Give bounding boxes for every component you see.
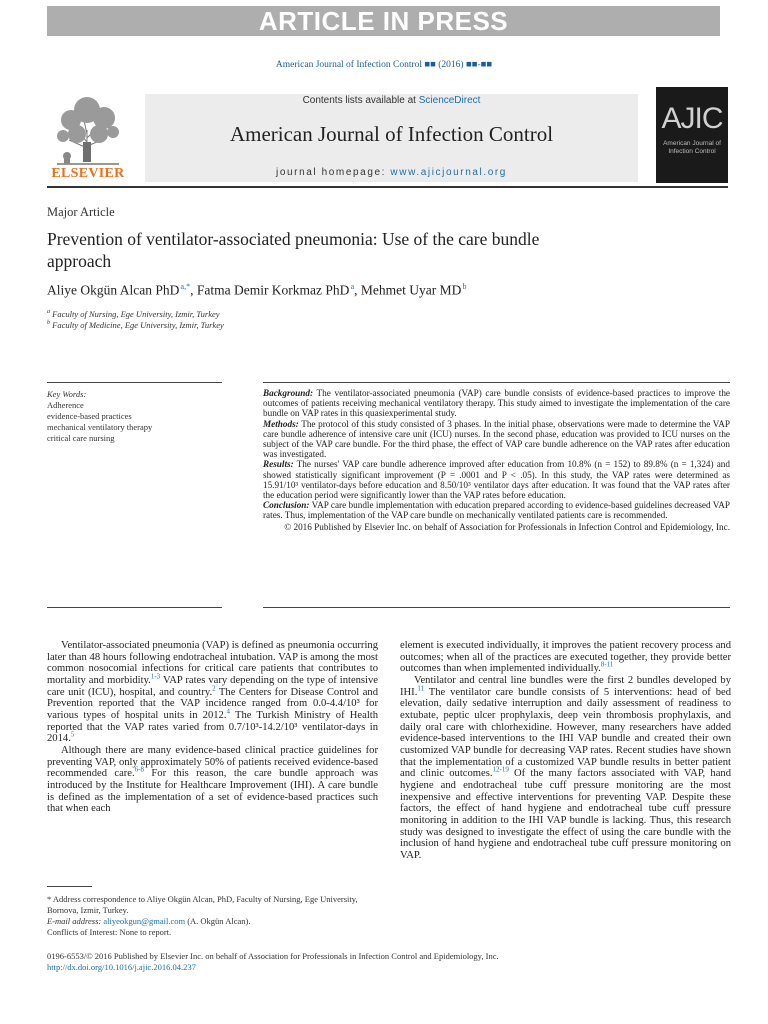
body-text: The ventilator care bundle consists of 5 interventions: head of bed elevation, daily sedative interruption and daily assessment of readiness to extubate, peptic ulcer prophylaxis, deep vein thrombosis prophylaxis, and daily oral care with chlorhexidine. However, many researchers have added evidence-based interventions to the IHI VAP bundle and created their own customized VAP bundle for decreasing VAP rates. Recent studies have shown that the implementation of a customized VAP bundle results in better patient and clinic outcomes. (400, 686, 731, 780)
abstract-text: The ventilator-associated pneumonia (VAP) care bundle consists of evidence-based practices to improve the outcomes of patients receiving mechanical ventilatory therapy. This study aimed to investigate the implementation of the care bundle on VAP rates in this quasiexperimental study. (263, 388, 730, 419)
issn-line: 0196-6553/© 2016 Published by Elsevier Inc. on behalf of Association for Professionals in Infection Control and Epidemiology, Inc. (47, 951, 499, 961)
abstract-text: VAP care bundle implementation with education prepared according to evidence-based guidelines decreased VAP rates. Thus, implementation of the VAP care bundle on mechanically ventilated patients care is recommended. (263, 500, 730, 521)
affiliation (47, 320, 224, 330)
contents-prefix: Contents lists available at (302, 95, 419, 106)
abstract (263, 388, 730, 532)
header-divider (47, 186, 728, 188)
issn-block (47, 951, 499, 973)
contents-available-line (145, 95, 638, 106)
reference-link[interactable]: 12-19 (492, 765, 509, 774)
abstract-methods (263, 419, 730, 460)
article-title: Prevention of ventilator-associated pneumonia: Use of the care bundle approach (47, 229, 540, 271)
article-type: Major Article (47, 205, 115, 219)
abstract-label: Conclusion: (263, 500, 310, 511)
abstract-background (263, 388, 730, 419)
keywords-bottom-rule (47, 607, 222, 608)
reference-link[interactable]: 5 (70, 730, 75, 739)
reference-link[interactable]: 8-11 (600, 660, 614, 669)
body-column-left (47, 640, 378, 815)
body-paragraph (47, 745, 378, 815)
body-text: Although there are many evidence-based clinical practice guidelines for preventing VAP, only approximately 50% of patients received evidence-based recommended care. (47, 744, 378, 780)
reference-link[interactable]: 11 (417, 684, 425, 693)
keyword: mechanical ventilatory therapy (47, 422, 153, 432)
abstract-text: The nurses' VAP care bundle adherence improved after education from 10.8% (n = 152) to 89.8% (n = 1,324) and showed statistically significant improvement (P = .0001 and P < .05). In this study, the VAP rates were determined as 15.91/10³ ventilator-days before education and 8.50/10³ ventilator days after education. It was found that the VAP rates after the education period were significantly lower than the VAP rates before education. (263, 459, 730, 501)
abstract-label: Results: (263, 459, 294, 470)
abstract-text: The protocol of this study consisted of 3 phases. In the initial phase, observations were made to determine the VAP care bundle adherence of intensive care unit (ICU) nurses. In the second phase, education was provided to ICU nurses on the subject of the VAP care bundle. For the third phase, the effect of VAP care bundle adherence on the VAP rates after education was investigated. (263, 418, 730, 460)
author-affiliation-marker[interactable]: a (350, 282, 355, 291)
keywords-list (47, 400, 152, 444)
cover-subtitle-line-2: Infection Control (668, 148, 716, 155)
journal-name: American Journal of Infection Control (229, 122, 554, 146)
cover-subtitle-line-1: American Journal of (663, 140, 721, 147)
elsevier-wordmark: ELSEVIER (51, 166, 125, 181)
body-text: Ventilator and central line bundles were the first 2 bundles developed by IHI. (400, 674, 731, 698)
abstract-top-rule (263, 382, 730, 383)
body-paragraph (400, 640, 731, 675)
body-column-right (400, 640, 731, 861)
author-list (47, 282, 467, 299)
email-link[interactable]: aliyeokgun@gmail.com (103, 916, 186, 926)
reference-link[interactable]: 1-3 (150, 672, 161, 681)
conflicts-statement: Conflicts of Interest: None to report. (47, 927, 172, 937)
reference-link[interactable]: 4 (226, 707, 231, 716)
homepage-prefix: journal homepage: (276, 167, 391, 178)
journal-citation[interactable]: American Journal of Infection Control ■■ (2016) ■■-■■ (275, 60, 493, 70)
keyword: evidence-based practices (47, 411, 132, 421)
email-label: E-mail address: (47, 916, 104, 926)
author-affiliation-marker[interactable]: b (462, 282, 467, 291)
body-text: Ventilator-associated pneumonia (VAP) is defined as pneumonia occurring later than 48 hours following endotracheal intubation. VAP is among the most common nosocomial infections for critical care patients that contributes to mortality and morbidity. (47, 640, 378, 686)
keywords-top-rule (47, 382, 222, 383)
abstract-label: Background: (263, 388, 314, 398)
correspondence-address: * Address correspondence to Aliye Okgün Alcan, PhD, Faculty of Nursing, Ege University, Bornova, Izmir, Turkey. (47, 894, 358, 915)
affiliation-marker: a (47, 309, 50, 316)
keyword: Adherence (47, 400, 84, 410)
keywords-heading: Key Words: (47, 389, 87, 399)
author-name: Mehmet Uyar MD (360, 282, 462, 298)
body-paragraph (47, 640, 378, 745)
body-text: The Centers for Disease Control and Prevention reported that the VAP incidence ranged from 0.0-4.4/10³ for various types of hospital units in 2012. (47, 686, 378, 721)
author-name: Fatma Demir Korkmaz PhD (196, 282, 350, 298)
abstract-copyright: © 2016 Published by Elsevier Inc. on behalf of Association for Professionals in Infection Control and Epidemiology, Inc. (284, 521, 730, 532)
body-paragraph (400, 675, 731, 862)
author-name: Aliye Okgün Alcan PhD (47, 282, 180, 298)
email-suffix: (A. Okgün Alcan). (185, 916, 251, 926)
author-separator: , (190, 282, 197, 298)
affiliation (47, 309, 220, 319)
body-text: The Turkish Ministry of Health reported that the VAP rates varied from 0.7/10³-14.2/10³ ventilator-days in 2014. (47, 709, 378, 745)
affiliation-text: Faculty of Medicine, Ege University, Izmir, Turkey (52, 320, 224, 330)
correspondence-footnote (47, 894, 378, 938)
homepage-link[interactable]: www.ajicjournal.org (390, 167, 507, 178)
author-affiliation-marker[interactable]: a,* (180, 282, 191, 291)
journal-homepage-line (145, 167, 638, 178)
article-in-press-banner: ARTICLE IN PRESS (47, 6, 720, 36)
abstract-results (263, 459, 730, 500)
reference-link[interactable]: 6-8 (134, 765, 145, 774)
affiliation-marker: b (47, 320, 50, 327)
cover-title: AJIC (661, 102, 723, 135)
body-text: For this reason, the care bundle approach was introduced by the Institute for Healthcare Improvement (IHI). A care bundle is defined as the implementation of a set of evidence-based practices such that when each (47, 768, 379, 815)
body-text: VAP rates vary depending on the type of intensive care unit (ICU), hospital, and country. (47, 674, 379, 698)
abstract-conclusion (263, 500, 730, 520)
cover-subtitle (656, 140, 728, 156)
keyword: critical care nursing (47, 433, 115, 443)
abstract-bottom-rule (263, 607, 730, 608)
affiliation-text: Faculty of Nursing, Ege University, Izmir, Turkey (52, 309, 220, 319)
body-text: Of the many factors associated with VAP, hand hygiene and endotracheal tube cuff pressure monitoring are the most inexpensive and effective interventions for preventing VAP. Despite these factors, the effect of hand hygiene and endotracheal tube cuff pressure monitoring in addition to the IHI VAP bundle is lacking. Thus, this research study was designed to investigate the effect of using the care bundle with the inclusion of hand hygiene and endotracheal tube cuff pressure monitoring on VAP. (400, 768, 731, 861)
doi-link[interactable]: http://dx.doi.org/10.1016/j.ajic.2016.04.237 (47, 962, 196, 972)
body-text: element is executed individually, it improves the patient recovery process and outcomes; when all of the practices are executed together, they provide better outcomes than when implemented individually. (400, 640, 731, 675)
footnote-rule (47, 886, 92, 887)
email-line (47, 916, 378, 927)
author-separator: , (354, 282, 361, 298)
reference-link[interactable]: 2 (212, 684, 216, 693)
abstract-label: Methods: (263, 418, 299, 429)
sciencedirect-link[interactable]: ScienceDirect (418, 95, 481, 106)
